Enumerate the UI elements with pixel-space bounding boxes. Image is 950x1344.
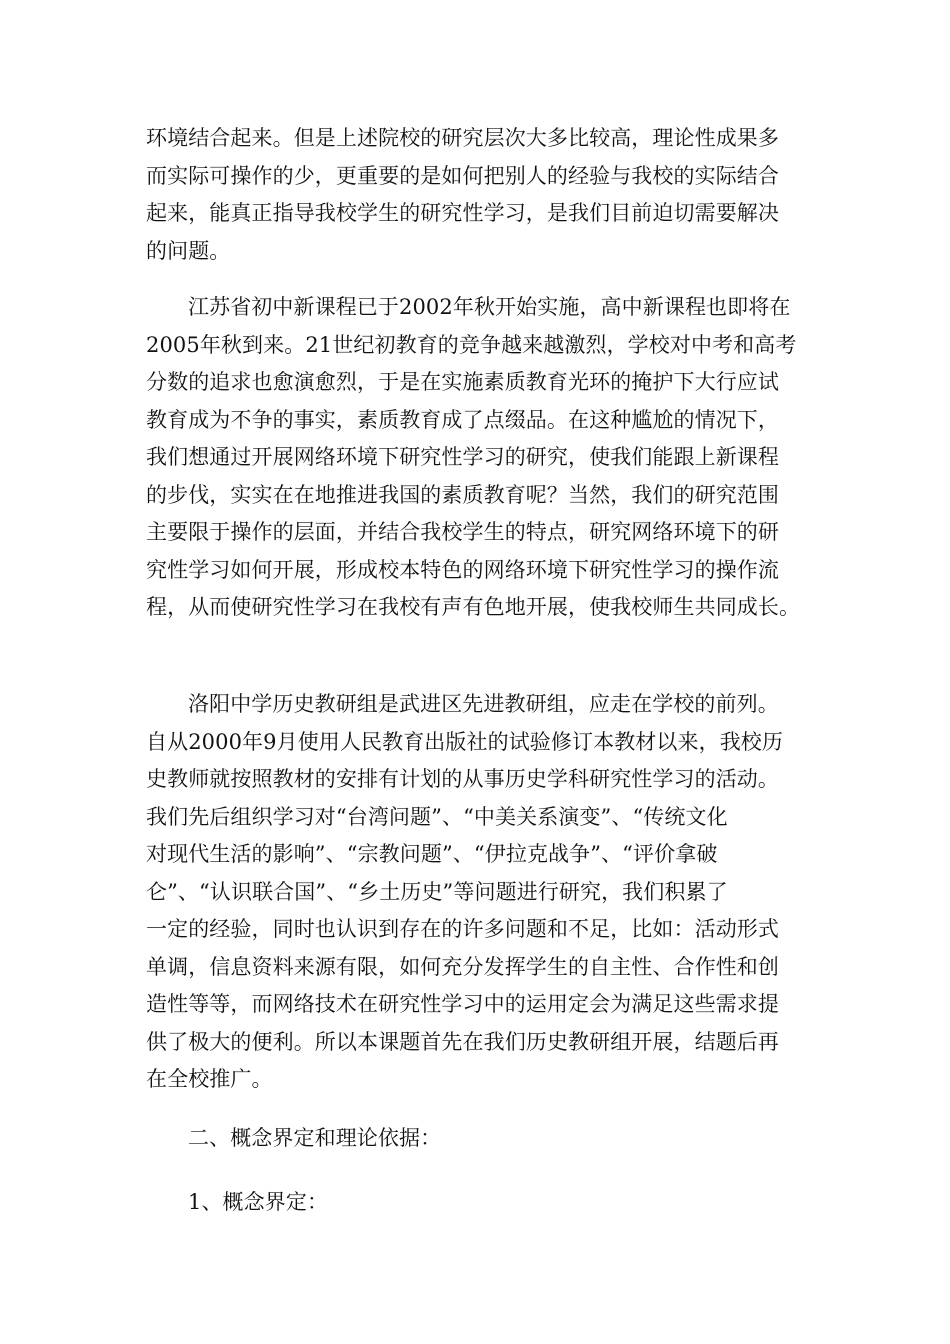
paragraph-3-line-5: 对现代生活的影响”、“宗教问题”、“伊拉克战争”、“评价拿破 bbox=[146, 842, 718, 866]
section-heading bbox=[146, 1120, 806, 1158]
paragraph-3-line-2: 自从2000年9月使用人民教育出版社的试验修订本教材以来，我校历 bbox=[146, 729, 784, 754]
paragraph-3-line-4: 我们先后组织学习对“台湾问题”、“中美关系演变”、“传统文化 bbox=[146, 804, 728, 829]
paragraph-3-line-3: 史教师就按照教材的安排有计划的从事历史学科研究性学习的活动。 bbox=[146, 767, 779, 791]
paragraph-2-line-3: 分数的追求也愈演愈烈，于是在实施素质教育光环的掩护下大行应试 bbox=[146, 370, 779, 394]
paragraph-2-line-4: 教育成为不争的事实，素质教育成了点缀品。在这种尴尬的情况下， bbox=[146, 407, 779, 432]
section-heading-text: 二、概念界定和理论依据： bbox=[188, 1126, 442, 1150]
paragraph-2-line-8: 究性学习如何开展，形成校本特色的网络环境下研究性学习的操作流 bbox=[146, 557, 779, 582]
paragraph-3-line-1: 洛阳中学历史教研组是武进区先进教研组，应走在学校的前列。 bbox=[188, 692, 779, 716]
paragraph-2-line-6: 的步伐，实实在在地推进我国的素质教育呢？当然，我们的研究范围 bbox=[146, 482, 779, 507]
paragraph-2-line-9: 程，从而使研究性学习在我校有声有色地开展，使我校师生共同成长。 bbox=[146, 595, 801, 619]
paragraph-1-line-2: 而实际可操作的少，更重要的是如何把别人的经验与我校的实际结合 bbox=[146, 163, 779, 188]
paragraph-2 bbox=[146, 289, 806, 627]
paragraph-2-line-5: 我们想通过开展网络环境下研究性学习的研究，使我们能跟上新课程 bbox=[146, 445, 779, 469]
paragraph-3-line-10: 供了极大的便利。所以本课题首先在我们历史教研组开展，结题后再 bbox=[146, 1029, 779, 1054]
paragraph-1-line-3: 起来，能真正指导我校学生的研究性学习，是我们目前迫切需要解决 bbox=[146, 201, 779, 225]
paragraph-3-line-8: 单调，信息资料来源有限，如何充分发挥学生的自主性、合作性和创 bbox=[146, 954, 779, 979]
paragraph-2-line-7: 主要限于操作的层面，并结合我校学生的特点，研究网络环境下的研 bbox=[146, 520, 779, 544]
subsection-heading bbox=[146, 1184, 806, 1222]
paragraph-1 bbox=[146, 120, 806, 270]
paragraph-3-line-11: 在全校推广。 bbox=[146, 1067, 273, 1091]
paragraph-3-line-7: 一定的经验，同时也认识到存在的许多问题和不足，比如：活动形式 bbox=[146, 917, 779, 941]
paragraph-1-line-1: 环境结合起来。但是上述院校的研究层次大多比较高，理论性成果多 bbox=[146, 126, 779, 150]
subsection-heading-text: 1、概念界定： bbox=[188, 1190, 329, 1214]
paragraph-3 bbox=[146, 686, 806, 1099]
paragraph-3-line-9: 造性等等，而网络技术在研究性学习中的运用定会为满足这些需求提 bbox=[146, 992, 779, 1016]
paragraph-2-line-1: 江苏省初中新课程已于2002年秋开始实施，高中新课程也即将在 bbox=[188, 295, 791, 319]
paragraph-2-line-2: 2005年秋到来。21世纪初教育的竞争越来越激烈，学校对中考和高考 bbox=[146, 332, 797, 357]
paragraph-3-line-6: 仑”、“认识联合国”、“乡土历史”等问题进行研究，我们积累了 bbox=[146, 879, 728, 904]
paragraph-1-line-4: 的问题。 bbox=[146, 238, 231, 263]
